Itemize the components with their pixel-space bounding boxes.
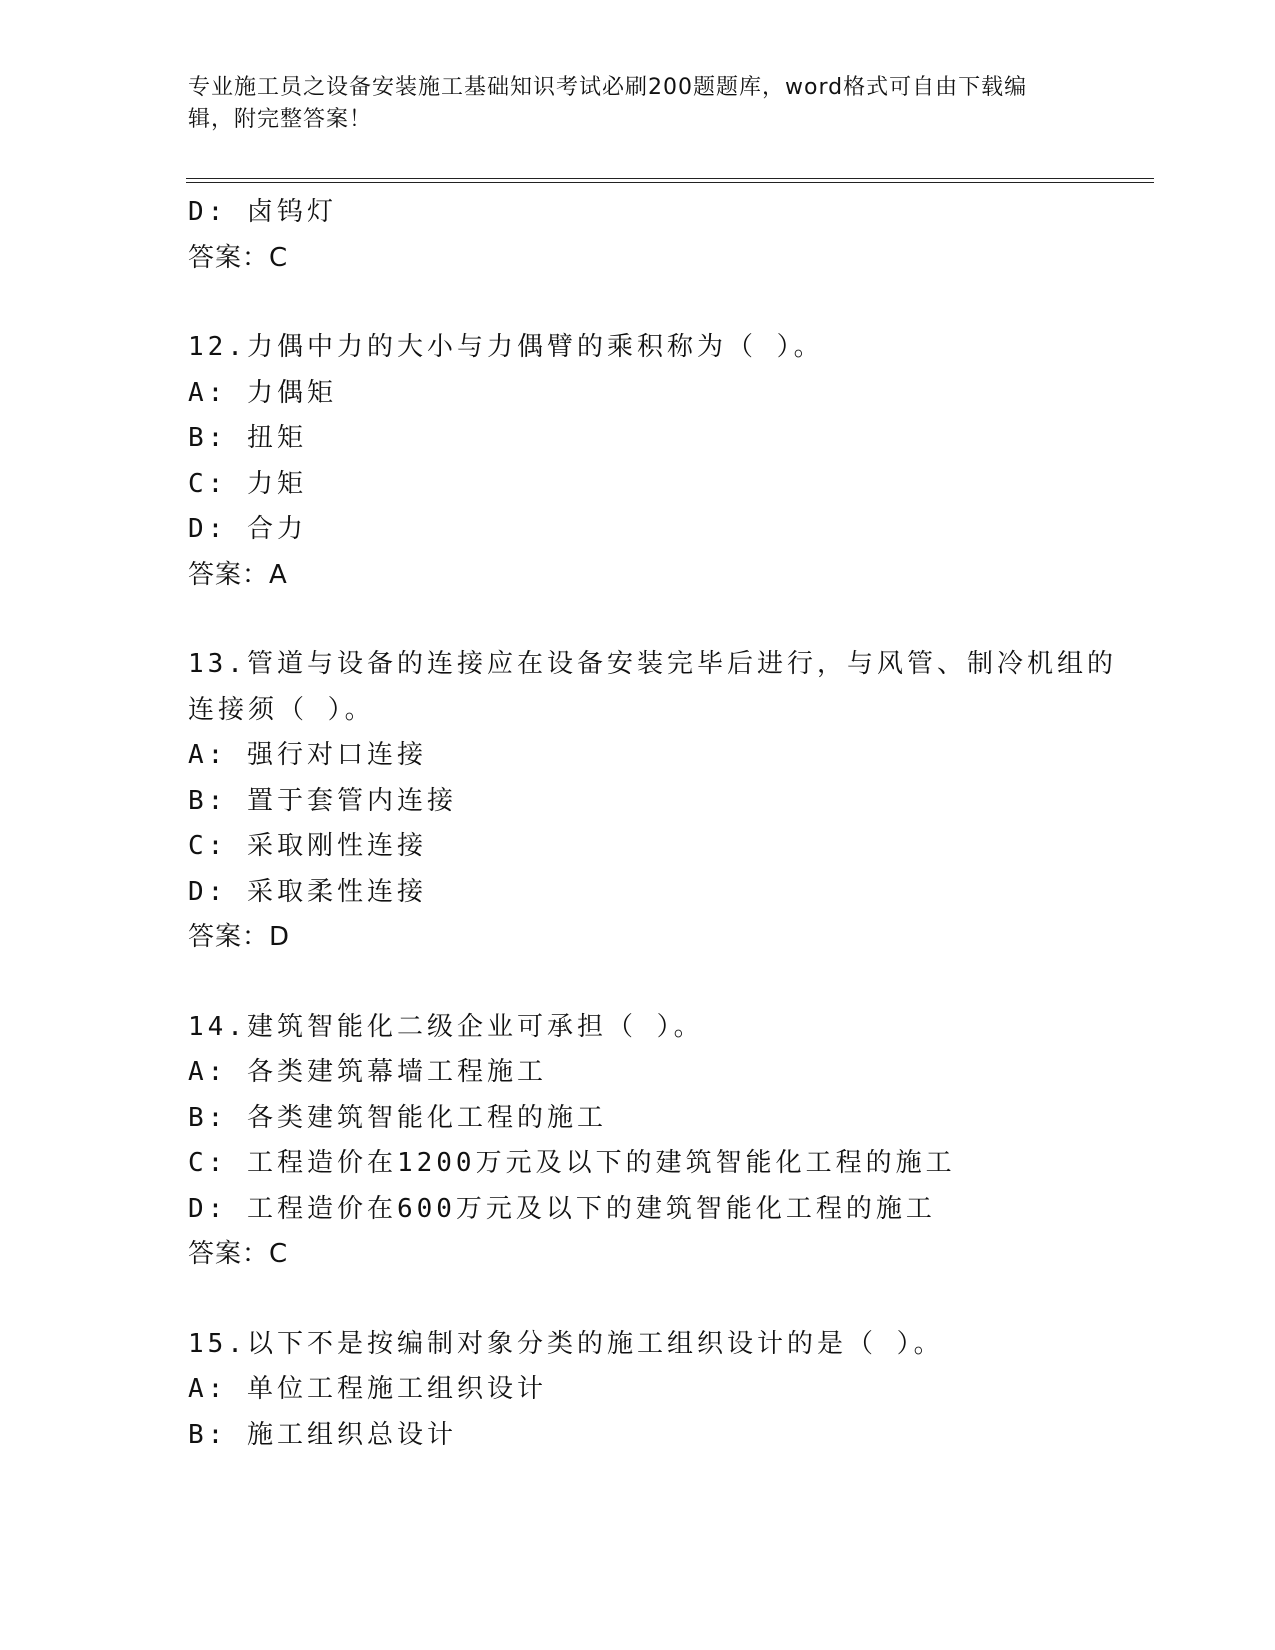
question-block-12 (188, 325, 1108, 598)
question-list (188, 190, 1117, 1458)
option-b: B: 扭矩 (188, 423, 307, 453)
option-a: A: 各类建筑幕墙工程施工 (188, 1057, 547, 1087)
question-stem: 14.建筑智能化二级企业可承担（ ）。 (188, 1011, 704, 1042)
option-d: D: 合力 (188, 514, 307, 544)
option-d: D: 采取柔性连接 (188, 876, 427, 907)
option-c: C: 采取刚性连接 (188, 831, 427, 861)
option-b: B: 各类建筑智能化工程的施工 (188, 1102, 607, 1133)
answer-text: 答案：C (188, 242, 289, 273)
header-divider-top (186, 178, 1154, 179)
answer-text: 答案：A (188, 559, 288, 590)
question-block-13 (188, 642, 1117, 961)
question-block-15 (188, 1322, 1108, 1459)
question-block-11 (188, 190, 1108, 281)
question-stem-line-2: 连接须（ ）。 (188, 694, 375, 725)
option-b: B: 施工组织总设计 (188, 1419, 457, 1450)
option-d: D: 卤钨灯 (188, 197, 337, 227)
option-a: A: 力偶矩 (188, 377, 337, 408)
option-c: C: 力矩 (188, 468, 307, 499)
option-d: D: 工程造价在600万元及以下的建筑智能化工程的施工 (188, 1193, 936, 1224)
header-divider-bottom (186, 182, 1154, 183)
option-a: A: 单位工程施工组织设计 (188, 1374, 547, 1404)
header-title: 专业施工员之设备安装施工基础知识考试必刷200题题库，word格式可自由下载编辑，附完整答案！ (188, 75, 1028, 132)
option-c: C: 工程造价在1200万元及以下的建筑智能化工程的施工 (188, 1148, 956, 1178)
option-a: A: 强行对口连接 (188, 740, 427, 770)
answer-text: 答案：C (188, 1239, 289, 1269)
question-stem: 15.以下不是按编制对象分类的施工组织设计的是（ ）。 (188, 1328, 944, 1359)
question-block-14 (188, 1005, 1108, 1278)
document-header (188, 72, 1068, 136)
answer-text: 答案：D (188, 922, 291, 952)
question-stem: 12.力偶中力的大小与力偶臂的乘积称为（ ）。 (188, 332, 824, 362)
question-stem-line-1: 13.管道与设备的连接应在设备安装完毕后进行，与风管、制冷机组的 (188, 649, 1117, 679)
option-b: B: 置于套管内连接 (188, 785, 457, 816)
